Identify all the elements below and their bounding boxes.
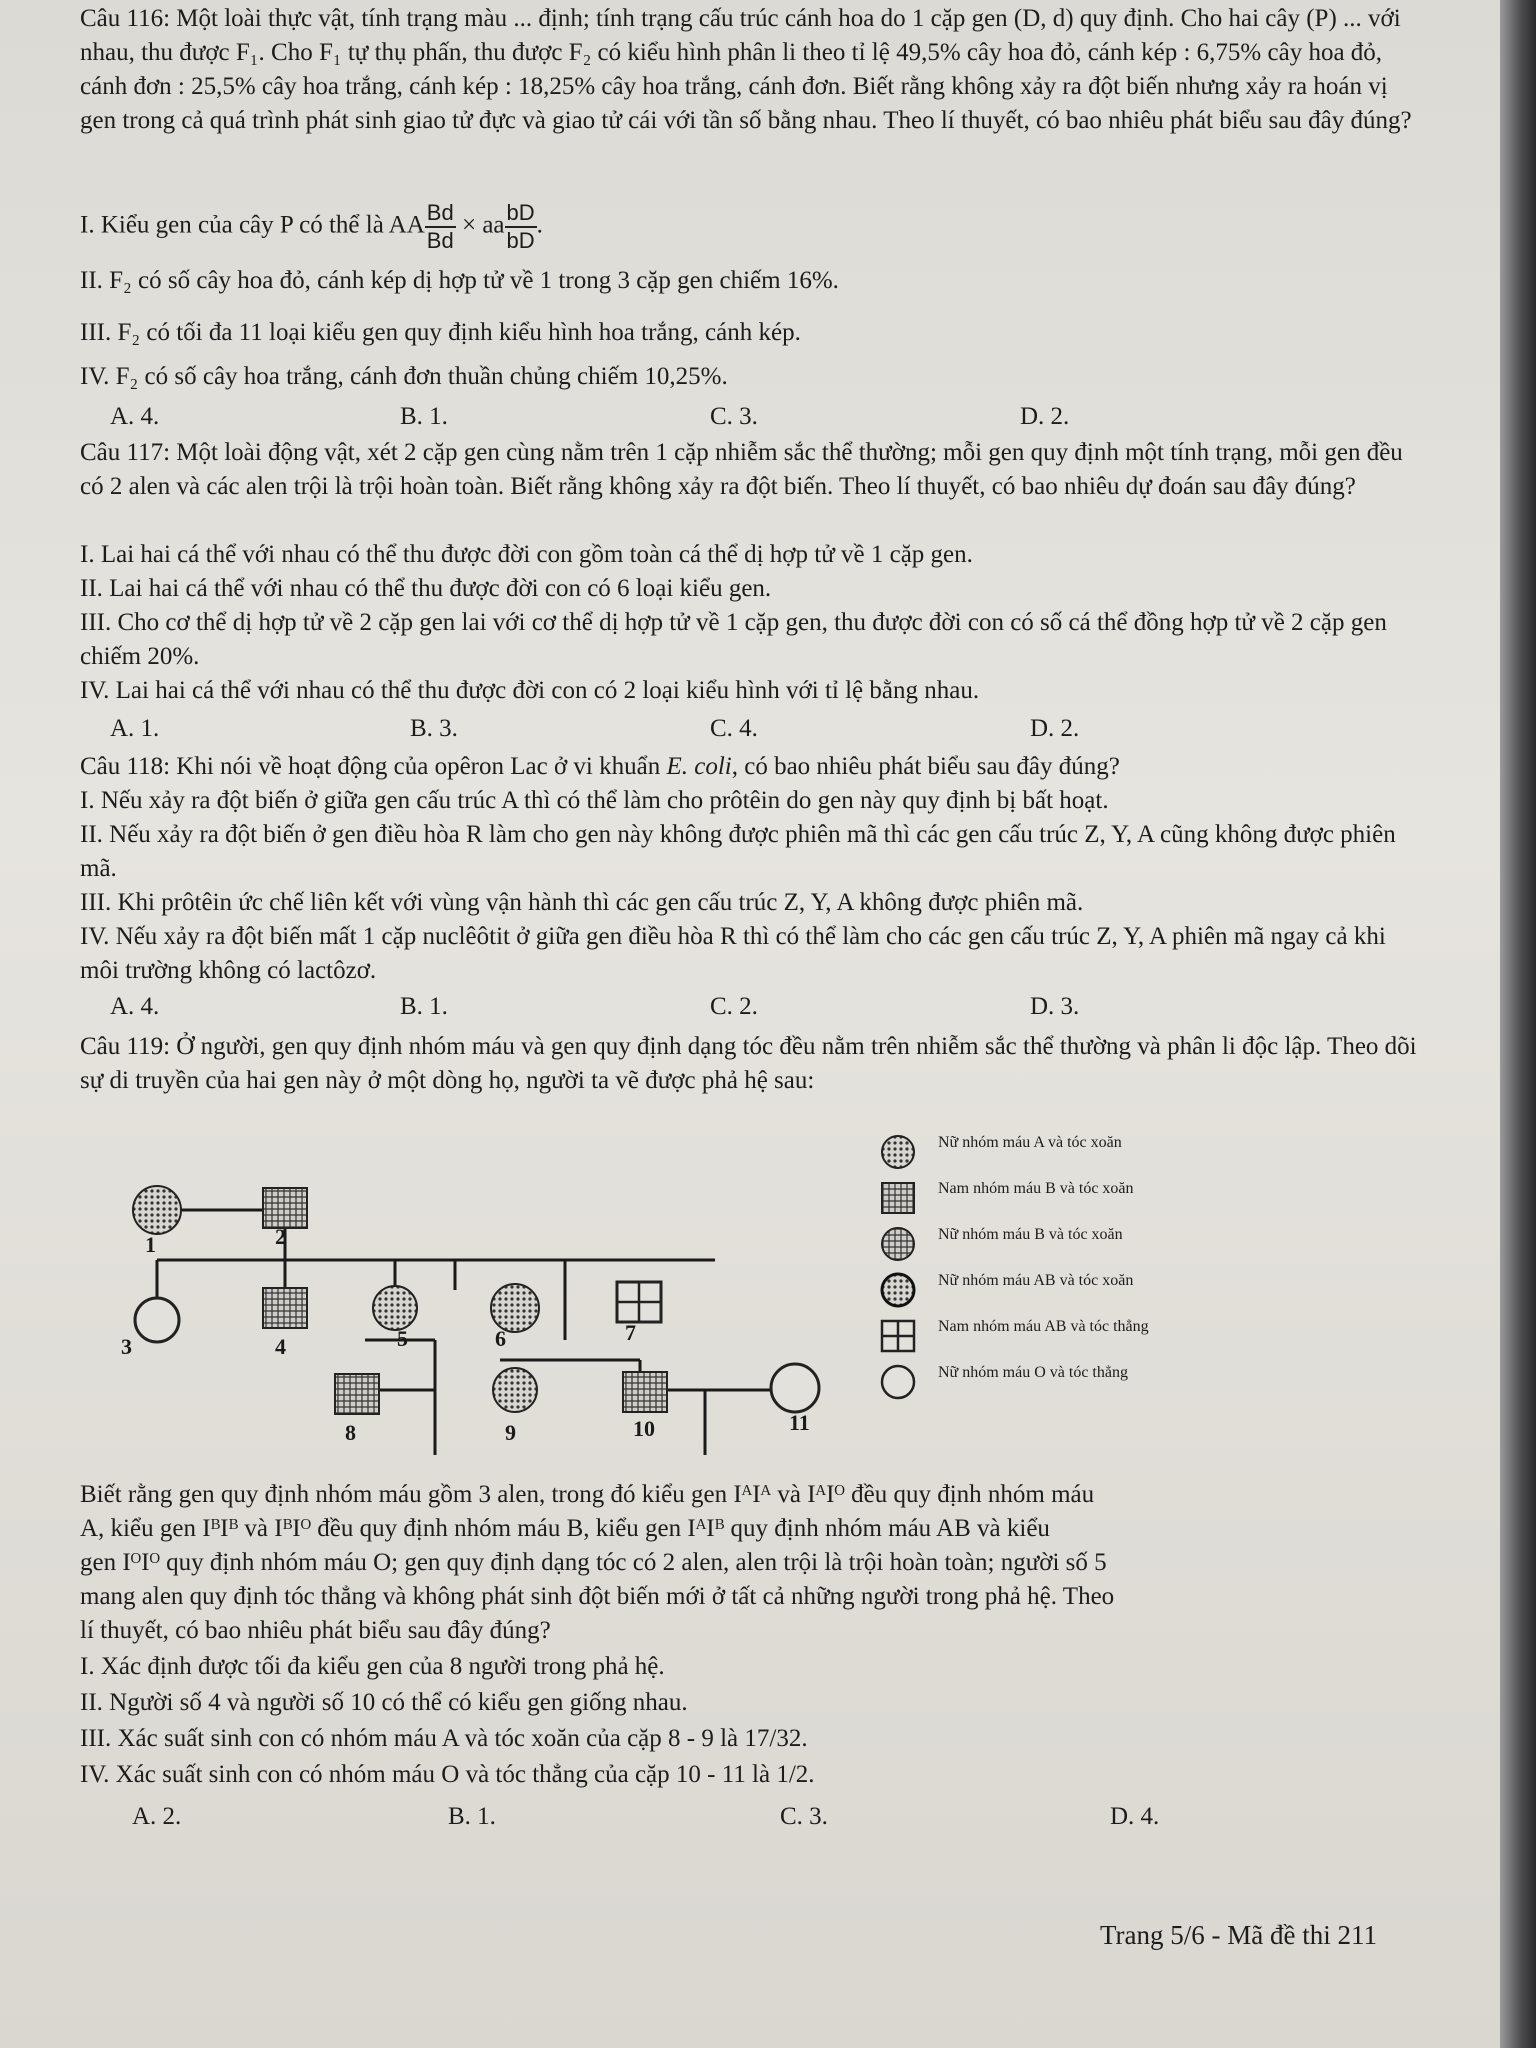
q119-info-5: lí thuyết, có bao nhiêu phát biểu sau đây đúng? <box>80 1617 551 1644</box>
q119-stem: Câu 119: Ở người, gen quy định nhóm máu và gen quy định dạng tóc đều nằm trên nhiễm sắc thể thường và phân li độc lập. Theo dõi sự di truyền của hai gen này ở một dòng họ, người ta vẽ được phả hệ sau: <box>80 1033 1417 1094</box>
person-label-11: 11 <box>789 1410 810 1435</box>
person-label-9: 9 <box>505 1420 516 1445</box>
laptop-edge-background <box>1500 0 1536 2048</box>
q118-statement-4: IV. Nếu xảy ra đột biến mất 1 cặp nuclêôtit ở giữa gen điều hòa R thì có thể làm cho các gen cấu trúc Z, Y, A phiên mã ngay cả khi môi trường không có lactôzơ. <box>80 923 1386 984</box>
person-label-5: 5 <box>397 1326 408 1351</box>
person-10 <box>623 1372 667 1412</box>
q117-options <box>80 712 1420 746</box>
q117-option-b[interactable]: B. 3. <box>410 715 458 742</box>
legend-item: Nữ nhóm máu A và tóc xoăn <box>880 1130 1360 1176</box>
q119-option-d[interactable]: D. 4. <box>1110 1803 1160 1830</box>
q119-statement-4: IV. Xác suất sinh con có nhóm máu O và tóc thẳng của cặp 10 - 11 là 1/2. <box>80 1761 815 1788</box>
q117-option-d[interactable]: D. 2. <box>1030 715 1080 742</box>
q119-options <box>80 1800 1420 1834</box>
q117-option-c[interactable]: C. 4. <box>710 715 758 742</box>
q119-info-3: gen IᴼIᴼ quy định nhóm máu O; gen quy định dạng tóc có 2 alen, alen trội là trội hoàn toàn; người số 5 <box>80 1549 1107 1576</box>
q118-option-a[interactable]: A. 4. <box>110 993 160 1020</box>
q118-option-d[interactable]: D. 3. <box>1030 993 1080 1020</box>
legend-item: Nữ nhóm máu AB và tóc xoăn <box>880 1268 1360 1314</box>
q119-statement-3: III. Xác suất sinh con có nhóm máu A và tóc xoăn của cặp 8 - 9 là 17/32. <box>80 1725 808 1752</box>
legend-item: Nam nhóm máu AB và tóc thẳng <box>880 1314 1360 1360</box>
q117-statement-3: III. Cho cơ thể dị hợp tử về 2 cặp gen lai với cơ thể dị hợp tử về 1 cặp gen, thu được đời con có số cá thể đồng hợp tử về 2 cặp gen chiếm 20%. <box>80 609 1387 670</box>
q116-option-a[interactable]: A. 4. <box>110 403 160 430</box>
q119-info-2: A, kiểu gen IᴮIᴮ và IᴮIᴼ đều quy định nhóm máu B, kiểu gen IᴬIᴮ quy định nhóm máu AB và kiểu <box>80 1515 1050 1542</box>
person-label-2: 2 <box>275 1224 286 1249</box>
female-empty-icon <box>880 1364 916 1400</box>
q116-statement-3: III. F₂ có tối đa 11 loại kiểu gen quy định kiểu hình hoa trắng, cánh kép. <box>80 319 801 346</box>
q119-option-b[interactable]: B. 1. <box>448 1803 496 1830</box>
q116-statement-1: I. Kiểu gen của cây P có thể là AA $\frac{Bd}{Bd}$ × aa $\frac{bD}{bD}$ . <box>80 200 543 253</box>
q116-genotype-fraction-2: $\frac{bD}{bD}$ <box>506 200 535 253</box>
person-label-6: 6 <box>495 1326 506 1351</box>
q118-option-b[interactable]: B. 1. <box>400 993 448 1020</box>
person-7 <box>617 1282 661 1322</box>
q119-option-a[interactable]: A. 2. <box>132 1803 182 1830</box>
person-1 <box>133 1186 181 1234</box>
person-label-10: 10 <box>633 1416 655 1441</box>
person-3 <box>135 1298 179 1342</box>
q116-statement-2: II. F₂ có số cây hoa đỏ, cánh kép dị hợp tử về 1 trong 3 cặp gen chiếm 16%. <box>80 267 839 294</box>
person-label-3: 3 <box>121 1334 132 1359</box>
q119-statement-2: II. Người số 4 và người số 10 có thể có kiểu gen giống nhau. <box>80 1689 688 1716</box>
q118-statement-1: I. Nếu xảy ra đột biến ở giữa gen cấu trúc A thì có thể làm cho prôtêin do gen này quy định bị bất hoạt. <box>80 787 1109 814</box>
q116-stem: Câu 116: Một loài thực vật, tính trạng màu ... định; tính trạng cấu trúc cánh hoa do 1 cặp gen (D, d) quy định. Cho hai cây (P) ... với nhau, thu được F₁. Cho F₁ tự thụ phấn, thu được F₂ có kiểu hình phân li theo tỉ lệ 49,5% cây hoa đỏ, cánh kép : 6,75% cây hoa đỏ, cánh đơn : 25,5% cây hoa trắng, cánh kép : 18,25% cây hoa trắng, cánh đơn. Biết rằng không xảy ra đột biến nhưng xảy ra hoán vị gen trong cả quá trình phát sinh giao tử đực và giao tử cái với tần số bằng nhau. Theo lí thuyết, có bao nhiêu phát biểu sau đây đúng? <box>80 5 1412 134</box>
person-11 <box>771 1364 819 1412</box>
legend-item: Nữ nhóm máu O và tóc thẳng <box>880 1360 1360 1406</box>
q116-statement-4: IV. F₂ có số cây hoa trắng, cánh đơn thuần chủng chiếm 10,25%. <box>80 363 728 390</box>
q118-option-c[interactable]: C. 2. <box>710 993 758 1020</box>
q116-option-d[interactable]: D. 2. <box>1020 403 1070 430</box>
q118-options <box>80 990 1420 1024</box>
q119-option-c[interactable]: C. 3. <box>780 1803 828 1830</box>
female-dark-dotted-icon <box>880 1272 916 1308</box>
page-footer: Trang 5/6 - Mã đề thi 211 <box>1100 1920 1377 1950</box>
person-label-8: 8 <box>345 1420 356 1445</box>
q119-statement-1: I. Xác định được tối đa kiểu gen của 8 người trong phả hệ. <box>80 1653 665 1680</box>
person-5 <box>373 1286 417 1330</box>
legend-item: Nam nhóm máu B và tóc xoăn <box>880 1176 1360 1222</box>
person-label-4: 4 <box>275 1334 286 1359</box>
q117-statement-1: I. Lai hai cá thể với nhau có thể thu được đời con gồm toàn cá thể dị hợp tử về 1 cặp gen. <box>80 541 973 568</box>
female-dotted-icon <box>880 1134 916 1170</box>
q117-option-a[interactable]: A. 1. <box>110 715 160 742</box>
person-6 <box>491 1284 539 1332</box>
pedigree-chart <box>95 1140 855 1460</box>
person-2 <box>263 1188 307 1228</box>
male-hatched-icon <box>880 1180 916 1216</box>
q119-info-1: Biết rằng gen quy định nhóm máu gồm 3 alen, trong đó kiểu gen IᴬIᴬ và IᴬIᴼ đều quy định nhóm máu <box>80 1481 1095 1508</box>
q116-option-b[interactable]: B. 1. <box>400 403 448 430</box>
person-4 <box>263 1288 307 1328</box>
male-cross-icon <box>880 1318 916 1354</box>
q116-genotype-fraction-1: $\frac{Bd}{Bd}$ <box>426 200 454 253</box>
person-9 <box>493 1368 537 1412</box>
pedigree-lines <box>157 1210 775 1455</box>
person-8 <box>335 1374 379 1414</box>
person-label-1: 1 <box>145 1232 156 1257</box>
q116-option-c[interactable]: C. 3. <box>710 403 758 430</box>
q117-stem: Câu 117: Một loài động vật, xét 2 cặp gen cùng nằm trên 1 cặp nhiễm sắc thể thường; mỗi gen quy định một tính trạng, mỗi gen đều có 2 alen và các alen trội là trội hoàn toàn. Biết rằng không xảy ra đột biến. Theo lí thuyết, có bao nhiêu dự đoán sau đây đúng? <box>80 439 1403 500</box>
q118-statement-3: III. Khi prôtêin ức chế liên kết với vùng vận hành thì các gen cấu trúc Z, Y, A không được phiên mã. <box>80 889 1084 916</box>
q117-statement-2: II. Lai hai cá thể với nhau có thể thu được đời con có 6 loại kiểu gen. <box>80 575 772 602</box>
q117-statement-4: IV. Lai hai cá thể với nhau có thể thu được đời con có 2 loại kiểu hình với tỉ lệ bằng nhau. <box>80 677 980 704</box>
q119-info-4: mang alen quy định tóc thẳng và không phát sinh đột biến mới ở tất cả những người trong phả hệ. Theo <box>80 1583 1115 1610</box>
q118-stem: Câu 118: Khi nói về hoạt động của opêron Lac ở vi khuẩn E. coli, có bao nhiêu phát biểu sau đây đúng? <box>80 753 1120 780</box>
female-hatched-icon <box>880 1226 916 1262</box>
person-label-7: 7 <box>625 1320 636 1345</box>
pedigree-legend <box>880 1130 1360 1406</box>
q116-options <box>80 400 1420 434</box>
legend-item: Nữ nhóm máu B và tóc xoăn <box>880 1222 1360 1268</box>
q118-statement-2: II. Nếu xảy ra đột biến ở gen điều hòa R làm cho gen này không được phiên mã thì các gen cấu trúc Z, Y, A cũng không được phiên mã. <box>80 821 1396 882</box>
